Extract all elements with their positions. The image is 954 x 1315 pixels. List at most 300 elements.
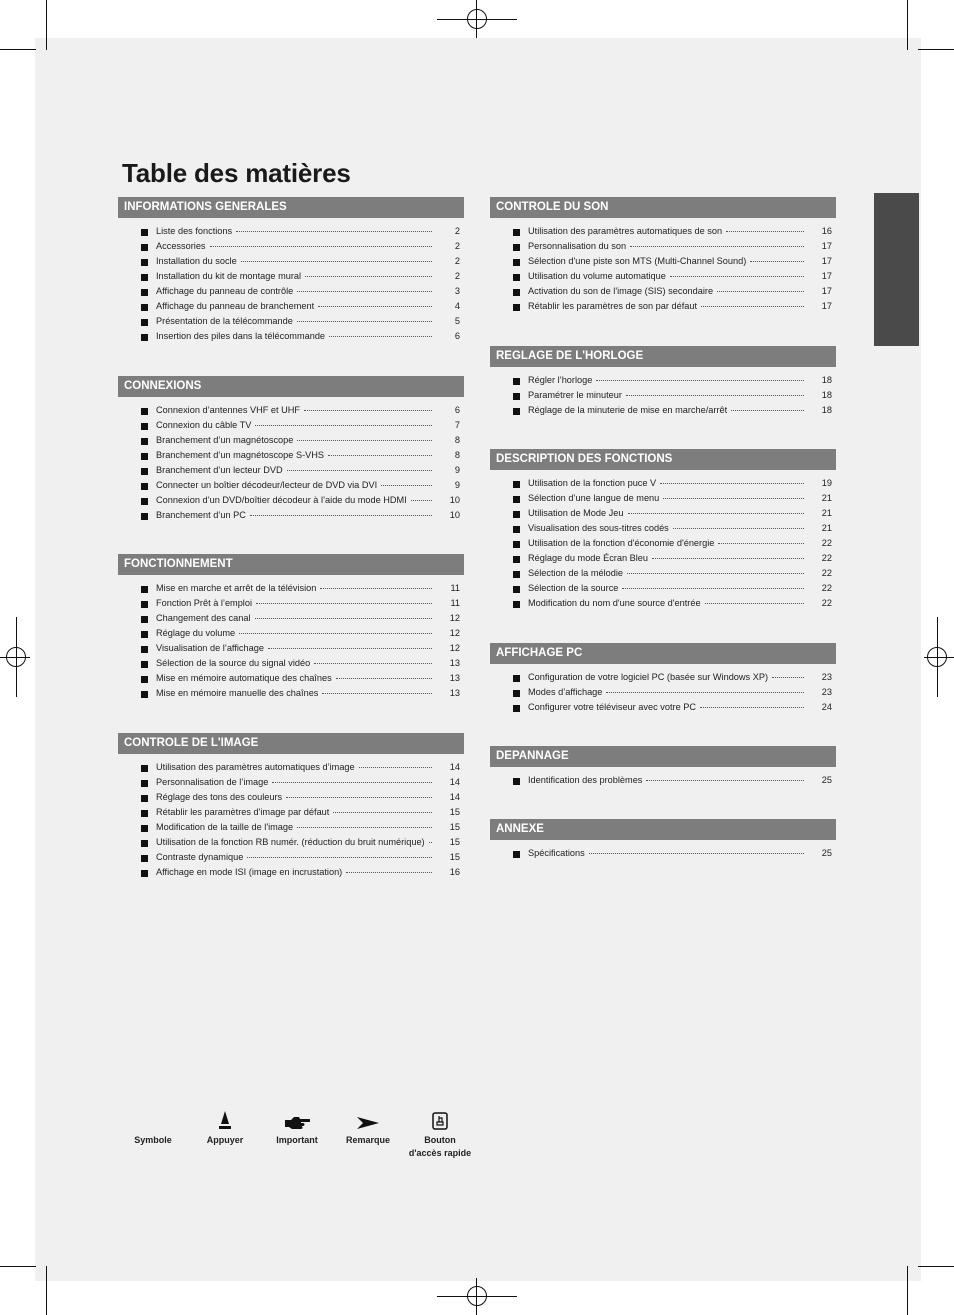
toc-entry (490, 241, 836, 256)
toc-entry-label: Contraste dynamique (156, 852, 244, 862)
dot-leader (239, 633, 432, 634)
toc-entry-label: Visualisation des sous-titres codés (528, 523, 669, 533)
bullet-square-icon (513, 289, 520, 296)
toc-entry-label: Modification du nom d'une source d'entrée (528, 598, 701, 608)
dot-leader (346, 872, 432, 873)
dot-leader (286, 797, 432, 798)
toc-list (118, 583, 464, 703)
dot-leader (322, 693, 432, 694)
crop-mark (46, 1266, 47, 1315)
bullet-square-icon (141, 870, 148, 877)
toc-entry-label: Changement des canal (156, 613, 251, 623)
toc-entry-page: 17 (821, 256, 832, 266)
toc-entry (490, 672, 836, 687)
dot-leader (318, 306, 432, 307)
toc-list (490, 775, 836, 790)
toc-entry-label: Rétablir les paramètres de son par défaut (528, 301, 698, 311)
toc-entry-label: Réglage de la minuterie de mise en marche/arrêt (528, 405, 728, 415)
bullet-square-icon (141, 304, 148, 311)
toc-entry-page: 17 (821, 286, 832, 296)
toc-entry (118, 226, 464, 241)
toc-entry (118, 658, 464, 673)
toc-entry (490, 390, 836, 405)
registration-circle (6, 647, 26, 667)
section-header: DEPANNAGE (490, 746, 836, 767)
toc-entry-page: 6 (454, 405, 460, 415)
dot-leader (663, 498, 804, 499)
toc-entry (118, 286, 464, 301)
toc-entry-label: Accessories (156, 241, 206, 251)
legend-remarque (332, 1108, 404, 1147)
toc-entry-page: 3 (454, 286, 460, 296)
toc-entry-page: 22 (821, 538, 832, 548)
toc-entry-label: Régler l’horloge (528, 375, 593, 385)
toc-entry-label: Utilisation de la fonction puce V (528, 478, 657, 488)
toc-entry-page: 22 (821, 553, 832, 563)
toc-entry-page: 17 (821, 271, 832, 281)
legend-symbole-label: Symbole (134, 1135, 172, 1145)
toc-entry-label: Modes d’affichage (528, 687, 603, 697)
dot-leader (731, 410, 804, 411)
toc-list (118, 226, 464, 346)
bullet-square-icon (513, 601, 520, 608)
toc-entry (118, 256, 464, 271)
dot-leader (320, 588, 432, 589)
toc-entry (490, 256, 836, 271)
crop-mark (0, 1266, 36, 1267)
page-title: Table des matières (122, 158, 351, 188)
toc-entry-label: Affichage en mode ISI (image en incrustation) (156, 867, 343, 877)
toc-entry-label: Utilisation de Mode Jeu (528, 508, 624, 518)
toc-entry-label: Modification de la taille de l'image (156, 822, 294, 832)
toc-entry (118, 867, 464, 882)
legend-symbole (117, 1108, 189, 1147)
toc-entry-label: Connexion du câble TV (156, 420, 252, 430)
dot-leader (596, 380, 804, 381)
bullet-square-icon (141, 825, 148, 832)
legend-remarque-label: Remarque (345, 1135, 390, 1145)
dot-leader (210, 246, 432, 247)
toc-entry-label: Liste des fonctions (156, 226, 233, 236)
bullet-square-icon (141, 810, 148, 817)
toc-entry (490, 478, 836, 493)
bullet-square-icon (513, 408, 520, 415)
crop-mark (918, 1266, 954, 1267)
dot-leader (589, 853, 804, 854)
bullet-square-icon (141, 676, 148, 683)
bullet-square-icon (141, 289, 148, 296)
dot-leader (247, 857, 432, 858)
toc-entry-page: 17 (821, 241, 832, 251)
bullet-square-icon (141, 334, 148, 341)
toc-entry-page: 8 (454, 450, 460, 460)
toc-entry-page: 18 (821, 375, 832, 385)
dot-leader (297, 321, 432, 322)
toc-entry-label: Mise en mémoire manuelle des chaînes (156, 688, 319, 698)
dot-leader (630, 246, 804, 247)
toc-entry (490, 553, 836, 568)
toc-entry-page: 19 (821, 478, 832, 488)
toc-list (118, 405, 464, 525)
bullet-square-icon (141, 586, 148, 593)
toc-entry-page: 9 (454, 480, 460, 490)
section-header: CONTROLE DE L'IMAGE (118, 733, 464, 754)
toc-entry (118, 852, 464, 867)
toc-entry-page: 21 (821, 508, 832, 518)
toc-entry (118, 822, 464, 837)
dot-leader (670, 276, 804, 277)
bullet-square-icon (513, 244, 520, 251)
toc-entry-page: 5 (454, 316, 460, 326)
toc-entry-label: Réglage du volume (156, 628, 236, 638)
crop-mark (907, 1266, 908, 1315)
section-reglage-horloge (490, 346, 836, 420)
toc-entry (118, 331, 464, 346)
dot-leader (700, 707, 804, 708)
section-fonctionnement (118, 554, 464, 703)
toc-entry-page: 10 (449, 510, 460, 520)
toc-entry (118, 465, 464, 480)
bullet-square-icon (513, 541, 520, 548)
dot-leader (328, 455, 432, 456)
bullet-square-icon (141, 691, 148, 698)
toc-entry-page: 23 (821, 687, 832, 697)
bullet-square-icon (513, 496, 520, 503)
toc-entry-label: Configurer votre téléviseur avec votre PC (528, 702, 696, 712)
toc-entry-label: Branchement d’un magnétoscope S-VHS (156, 450, 325, 460)
toc-entry-page: 13 (449, 673, 460, 683)
registration-circle (467, 1286, 487, 1306)
toc-entry-label: Branchement d’un PC (156, 510, 246, 520)
toc-entry-label: Connexion d’un DVD/boîtier décodeur à l’aide du mode HDMI (156, 495, 407, 505)
toc-entry-label: Personnalisation de l’image (156, 777, 269, 787)
section-header: ANNEXE (490, 819, 836, 840)
toc-entry (490, 568, 836, 583)
toc-entry-label: Utilisation de la fonction d'économie d'énergie (528, 538, 715, 548)
dot-leader (250, 515, 432, 516)
toc-entry-label: Visualisation de l’affichage (156, 643, 264, 653)
toc-entry-label: Activation du son de l'image (SIS) secondaire (528, 286, 714, 296)
section-description-fonctions (490, 449, 836, 613)
bullet-square-icon (513, 778, 520, 785)
toc-entry-label: Sélection d'une piste son MTS (Multi-Channel Sound) (528, 256, 747, 266)
bullet-square-icon (141, 601, 148, 608)
dot-leader (305, 276, 432, 277)
toc-entry-label: Connexion d’antennes VHF et UHF (156, 405, 301, 415)
toc-entry (118, 598, 464, 613)
toc-entry-label: Utilisation du volume automatique (528, 271, 666, 281)
dot-leader (660, 483, 804, 484)
toc-entry (118, 420, 464, 435)
toc-entry-page: 11 (450, 598, 460, 608)
toc-entry (490, 538, 836, 553)
dot-leader (381, 485, 432, 486)
toc-entry-page: 13 (449, 688, 460, 698)
dot-leader (255, 618, 433, 619)
toc-entry-page: 9 (454, 465, 460, 475)
toc-entry-label: Utilisation des paramètres automatiques de son (528, 226, 723, 236)
toc-entry (118, 301, 464, 316)
section-informations-generales (118, 197, 464, 346)
quick-access-button-icon (404, 1108, 476, 1130)
toc-entry-page: 25 (821, 775, 832, 785)
toc-entry (490, 375, 836, 390)
toc-entry-page: 12 (449, 643, 460, 653)
toc-entry-page: 12 (449, 628, 460, 638)
toc-entry-label: Connecter un boîtier décodeur/lecteur de DVD via DVI (156, 480, 378, 490)
toc-list (490, 375, 836, 420)
dot-leader (626, 395, 804, 396)
bullet-square-icon (513, 511, 520, 518)
toc-entry-label: Branchement d’un magnétoscope (156, 435, 294, 445)
toc-entry-label: Affichage du panneau de contrôle (156, 286, 294, 296)
dot-leader (297, 827, 432, 828)
toc-entry-label: Mise en marche et arrêt de la télévision (156, 583, 317, 593)
toc-entry-page: 13 (449, 658, 460, 668)
dot-leader (652, 558, 804, 559)
legend-important (261, 1108, 333, 1147)
dot-leader (297, 291, 432, 292)
toc-entry-label: Utilisation des paramètres automatiques d’image (156, 762, 355, 772)
toc-entry (490, 301, 836, 316)
crop-mark (907, 0, 908, 50)
bullet-square-icon (141, 765, 148, 772)
toc-entry-page: 4 (454, 301, 460, 311)
toc-entry-label: Installation du socle (156, 256, 237, 266)
dot-leader (241, 261, 432, 262)
bullet-square-icon (141, 319, 148, 326)
toc-entry-page: 14 (449, 762, 460, 772)
bullet-square-icon (513, 393, 520, 400)
crop-mark (918, 49, 954, 50)
section-header: CONTROLE DU SON (490, 197, 836, 218)
dot-leader (717, 291, 804, 292)
dot-leader (429, 842, 432, 843)
toc-entry-page: 2 (454, 271, 460, 281)
dot-leader (272, 782, 432, 783)
bullet-square-icon (141, 795, 148, 802)
bullet-square-icon (513, 571, 520, 578)
toc-entry-page: 2 (454, 256, 460, 266)
toc-entry-label: Personnalisation du son (528, 241, 627, 251)
toc-entry-label: Utilisation de la fonction RB numér. (réduction du bruit numérique) (156, 837, 425, 847)
registration-circle (927, 647, 947, 667)
toc-entry (490, 286, 836, 301)
dot-leader (606, 692, 804, 693)
toc-entry-page: 6 (454, 331, 460, 341)
bullet-square-icon (141, 483, 148, 490)
toc-list (118, 762, 464, 882)
toc-entry (118, 673, 464, 688)
dot-leader (622, 588, 804, 589)
toc-entry-label: Paramétrer le minuteur (528, 390, 622, 400)
dot-leader (701, 306, 804, 307)
dot-leader (750, 261, 804, 262)
bullet-square-icon (513, 851, 520, 858)
toc-entry (118, 480, 464, 495)
legend-appuyer (189, 1108, 261, 1147)
section-controle-image (118, 733, 464, 882)
toc-entry-page: 8 (454, 435, 460, 445)
dot-leader (236, 231, 432, 232)
toc-entry (490, 508, 836, 523)
dot-leader (628, 513, 805, 514)
pointing-hand-icon (261, 1108, 333, 1130)
bullet-square-icon (513, 705, 520, 712)
toc-list (490, 848, 836, 863)
toc-entry (118, 450, 464, 465)
toc-entry-label: Présentation de la télécommande (156, 316, 293, 326)
bullet-square-icon (141, 453, 148, 460)
bullet-square-icon (141, 780, 148, 787)
toc-entry-label: Identification des problèmes (528, 775, 643, 785)
toc-entry (118, 613, 464, 628)
toc-entry (490, 583, 836, 598)
toc-entry (490, 405, 836, 420)
toc-entry (490, 775, 836, 790)
toc-entry-page: 10 (449, 495, 460, 505)
legend-bouton-label-1: Bouton (424, 1135, 456, 1145)
toc-entry-page: 2 (454, 241, 460, 251)
dot-leader (411, 500, 432, 501)
dot-leader (314, 663, 432, 664)
toc-entry-label: Spécifications (528, 848, 585, 858)
toc-entry-label: Configuration de votre logiciel PC (basée sur Windows XP) (528, 672, 769, 682)
toc-entry-label: Réglage des tons des couleurs (156, 792, 283, 802)
toc-entry-page: 16 (821, 226, 832, 236)
bullet-square-icon (141, 244, 148, 251)
bullet-square-icon (141, 498, 148, 505)
toc-entry (118, 316, 464, 331)
crop-mark (46, 0, 47, 50)
bullet-square-icon (513, 526, 520, 533)
toc-entry (118, 807, 464, 822)
note-arrow-icon (332, 1108, 404, 1130)
toc-entry-label: Insertion des piles dans la télécommande (156, 331, 326, 341)
press-arrow-icon (189, 1108, 261, 1130)
bullet-square-icon (141, 408, 148, 415)
section-header: CONNEXIONS (118, 376, 464, 397)
bullet-square-icon (141, 661, 148, 668)
toc-entry-page: 18 (821, 405, 832, 415)
toc-entry-page: 7 (454, 420, 460, 430)
toc-entry-label: Affichage du panneau de branchement (156, 301, 315, 311)
toc-entry-label: Sélection d’une langue de menu (528, 493, 660, 503)
toc-entry (490, 523, 836, 538)
toc-entry-label: Réglage du mode Écran Bleu (528, 553, 649, 563)
toc-entry-page: 21 (821, 493, 832, 503)
bullet-square-icon (513, 304, 520, 311)
section-header: DESCRIPTION DES FONCTIONS (490, 449, 836, 470)
dot-leader (336, 678, 432, 679)
toc-entry-label: Installation du kit de montage mural (156, 271, 302, 281)
toc-entry (118, 583, 464, 598)
bullet-square-icon (513, 378, 520, 385)
toc-entry-label: Sélection de la mélodie (528, 568, 623, 578)
toc-entry-label: Sélection de la source du signal vidéo (156, 658, 311, 668)
toc-entry (118, 435, 464, 450)
toc-entry (118, 643, 464, 658)
toc-entry (118, 777, 464, 792)
dot-leader (304, 410, 432, 411)
toc-entry (490, 687, 836, 702)
bullet-square-icon (513, 690, 520, 697)
toc-entry-page: 22 (821, 568, 832, 578)
toc-entry (118, 241, 464, 256)
toc-entry-label: Branchement d’un lecteur DVD (156, 465, 283, 475)
bullet-square-icon (141, 840, 148, 847)
dot-leader (268, 648, 432, 649)
toc-entry-page: 11 (450, 583, 460, 593)
toc-entry (490, 226, 836, 241)
toc-entry (490, 493, 836, 508)
toc-entry-page: 15 (449, 807, 460, 817)
bullet-square-icon (141, 274, 148, 281)
toc-entry-page: 14 (449, 777, 460, 787)
toc-entry-label: Mise en mémoire automatique des chaînes (156, 673, 332, 683)
bullet-square-icon (141, 438, 148, 445)
toc-entry (118, 792, 464, 807)
section-header: AFFICHAGE PC (490, 643, 836, 664)
bullet-square-icon (513, 675, 520, 682)
dot-leader (333, 812, 432, 813)
dot-leader (287, 470, 432, 471)
toc-entry-page: 21 (821, 523, 832, 533)
toc-entry-page: 22 (821, 598, 832, 608)
crop-mark (0, 49, 36, 50)
dot-leader (359, 767, 432, 768)
dot-leader (256, 603, 432, 604)
bullet-square-icon (141, 468, 148, 475)
section-controle-son (490, 197, 836, 316)
toc-entry (490, 271, 836, 286)
side-tab (874, 193, 919, 346)
toc-entry-page: 2 (454, 226, 460, 236)
bullet-square-icon (141, 259, 148, 266)
bullet-square-icon (513, 556, 520, 563)
toc-list (490, 478, 836, 613)
toc-entry (490, 702, 836, 717)
toc-entry-page: 12 (449, 613, 460, 623)
dot-leader (329, 336, 432, 337)
toc-entry (118, 405, 464, 420)
dot-leader (772, 677, 804, 678)
section-affichage-pc (490, 643, 836, 717)
bullet-square-icon (513, 586, 520, 593)
section-annexe (490, 819, 836, 863)
section-header: INFORMATIONS GENERALES (118, 197, 464, 218)
toc-entry (118, 271, 464, 286)
legend-bouton-label-2: d'accès rapide (408, 1148, 472, 1158)
toc-entry (118, 837, 464, 852)
dot-leader (705, 603, 804, 604)
toc-entry (118, 510, 464, 525)
section-depannage (490, 746, 836, 790)
toc-entry-page: 23 (821, 672, 832, 682)
toc-entry-label: Sélection de la source (528, 583, 619, 593)
toc-entry-page: 15 (449, 837, 460, 847)
bullet-square-icon (513, 274, 520, 281)
dot-leader (726, 231, 804, 232)
bullet-square-icon (513, 259, 520, 266)
toc-entry-page: 16 (449, 867, 460, 877)
toc-entry-page: 25 (821, 848, 832, 858)
bullet-square-icon (513, 481, 520, 488)
dot-leader (646, 780, 804, 781)
toc-entry-page: 15 (449, 852, 460, 862)
toc-entry (118, 688, 464, 703)
toc-entry (118, 762, 464, 777)
